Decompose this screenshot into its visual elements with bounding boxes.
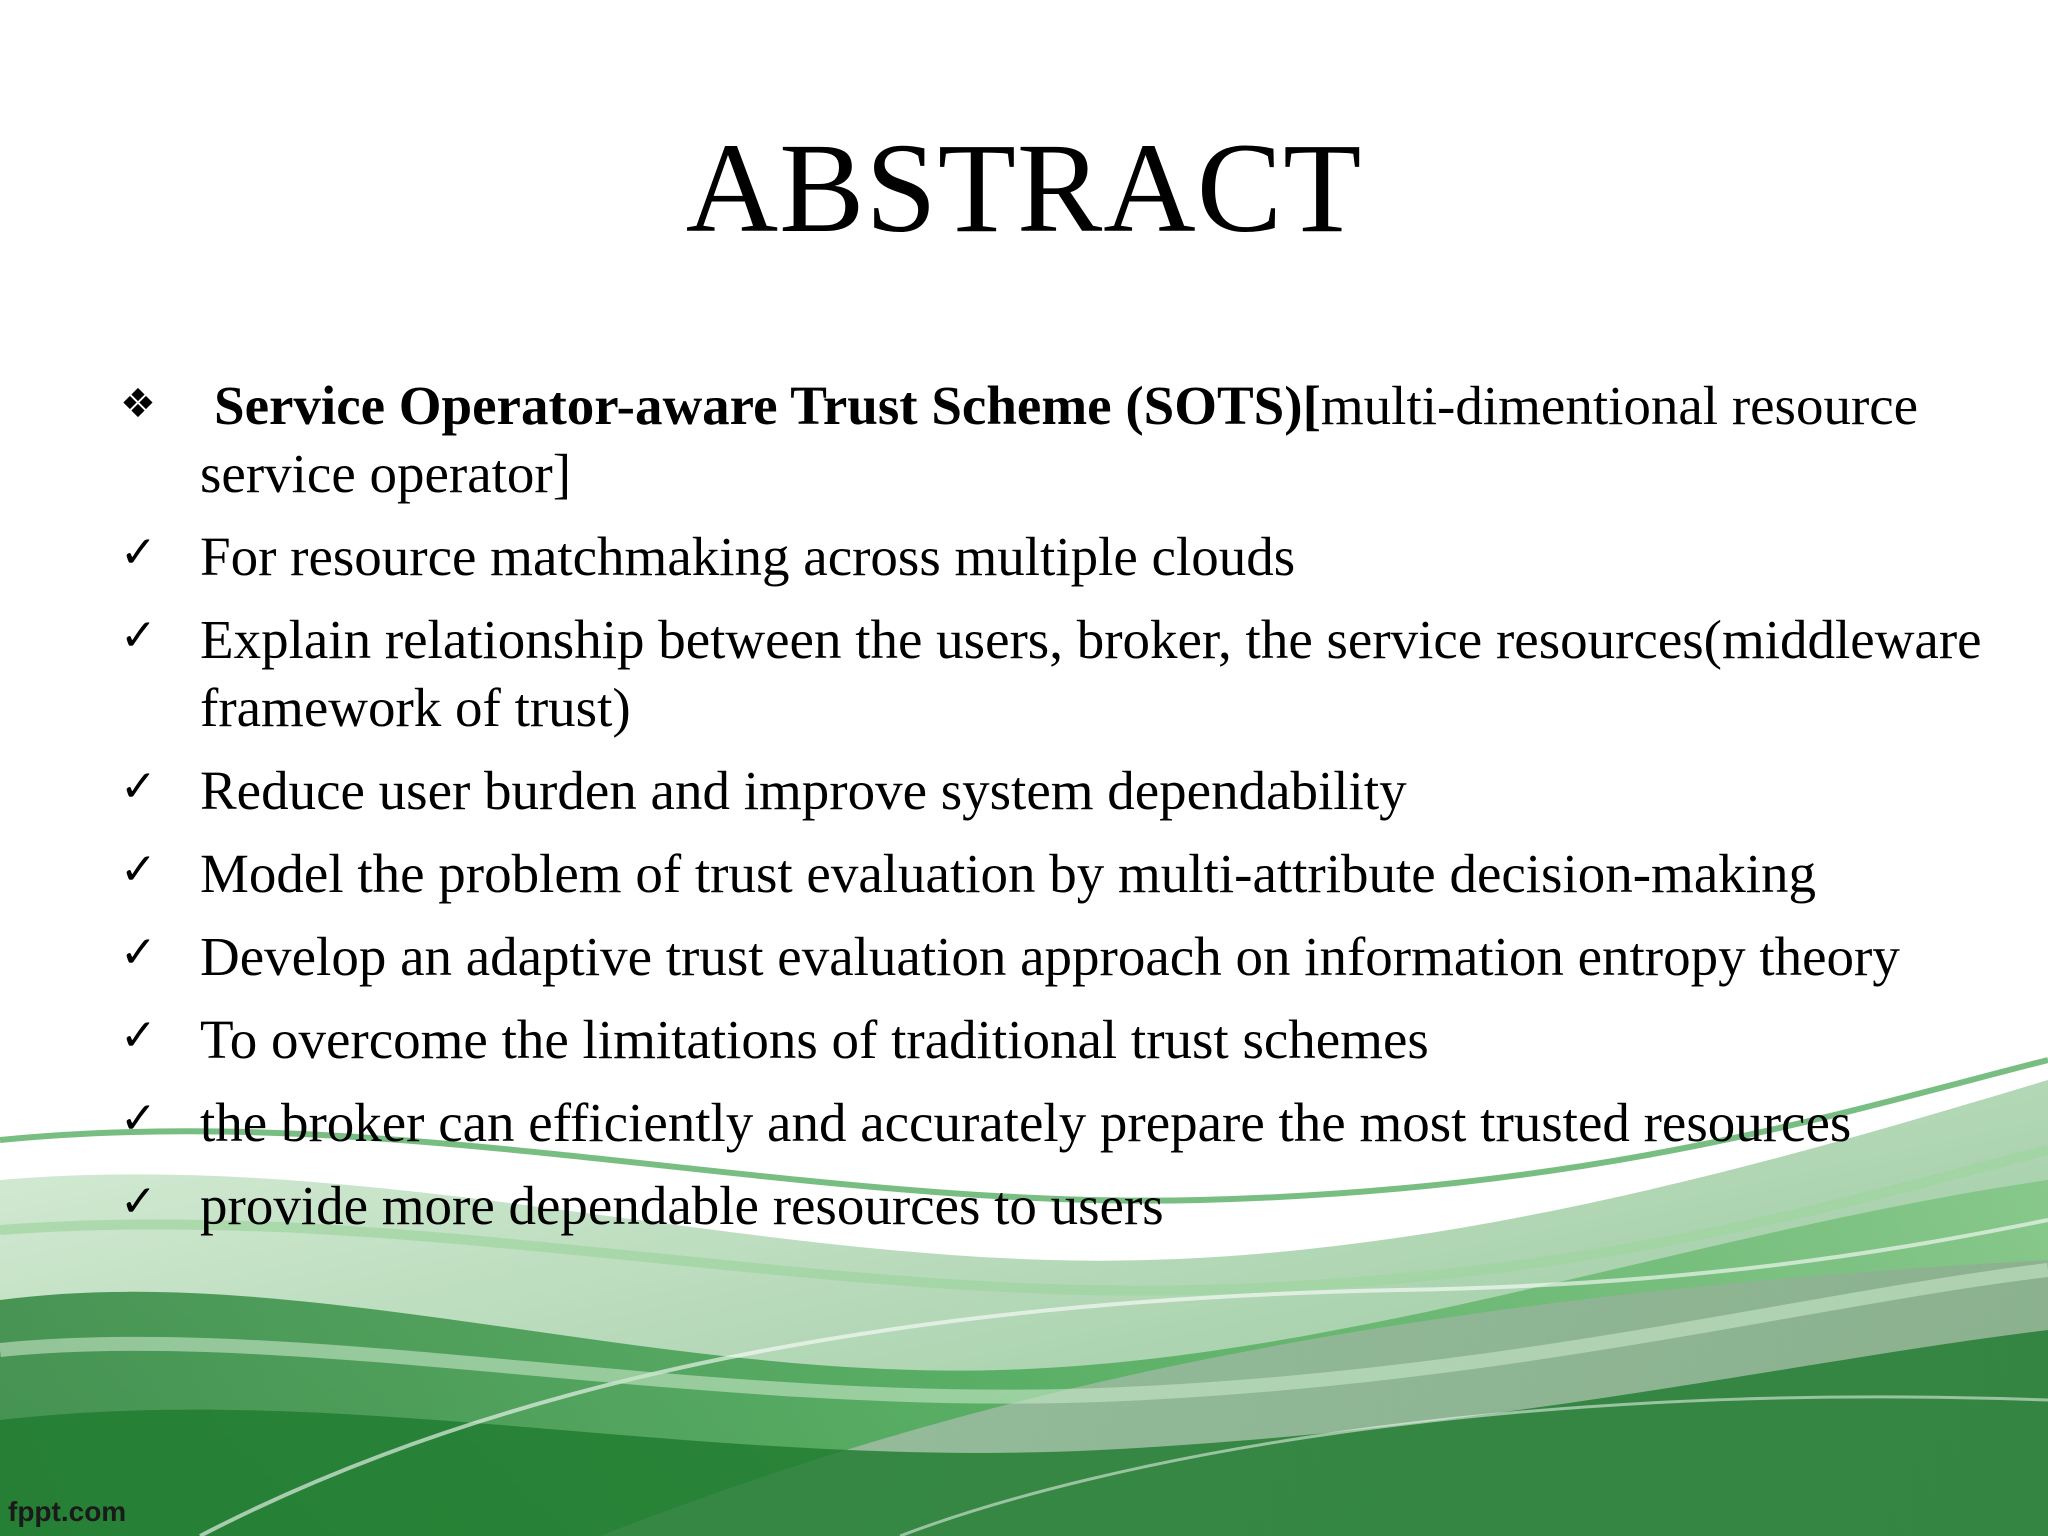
bullet-text: provide more dependable resources to users: [200, 1175, 1164, 1236]
bullet-item: [120, 372, 2000, 508]
check-icon: ✓: [120, 761, 157, 812]
bullet-item: [120, 840, 2000, 908]
check-icon: ✓: [120, 610, 157, 661]
bullet-text: multi-dimentional resource service operator]: [200, 375, 1919, 504]
check-icon: ✓: [120, 927, 157, 978]
diamond-bullet-icon: ❖: [120, 381, 156, 427]
bullet-text: Explain relationship between the users, broker, the service resources(middleware framework of trust): [200, 609, 1982, 738]
check-icon: ✓: [120, 527, 157, 578]
check-icon: ✓: [120, 1176, 157, 1227]
slide-title: ABSTRACT: [685, 117, 1363, 259]
bullet-item: [120, 606, 2000, 742]
bullet-item: [120, 1006, 2000, 1074]
check-icon: ✓: [120, 1010, 157, 1061]
bullet-list: [120, 372, 2000, 1255]
bullet-text: the broker can efficiently and accurately prepare the most trusted resources: [200, 1092, 1852, 1153]
bullet-text: To overcome the limitations of traditional trust schemes: [200, 1009, 1429, 1070]
bullet-text: Develop an adaptive trust evaluation approach on information entropy theory: [200, 926, 1900, 987]
check-icon: ✓: [120, 844, 157, 895]
bullet-item: [120, 523, 2000, 591]
bullet-bold-text: Service Operator-aware Trust Scheme (SOTS)[: [214, 375, 1321, 436]
brand-watermark: fppt.com: [8, 1496, 127, 1527]
bullet-item: [120, 757, 2000, 825]
bullet-text: For resource matchmaking across multiple clouds: [200, 526, 1296, 587]
check-icon: ✓: [120, 1093, 157, 1144]
bullet-item: [120, 1089, 2000, 1157]
bullet-text: Reduce user burden and improve system dependability: [200, 760, 1407, 821]
bullet-item: [120, 923, 2000, 991]
bullet-text: Model the problem of trust evaluation by multi-attribute decision-making: [200, 843, 1817, 904]
bullet-item: [120, 1172, 2000, 1240]
